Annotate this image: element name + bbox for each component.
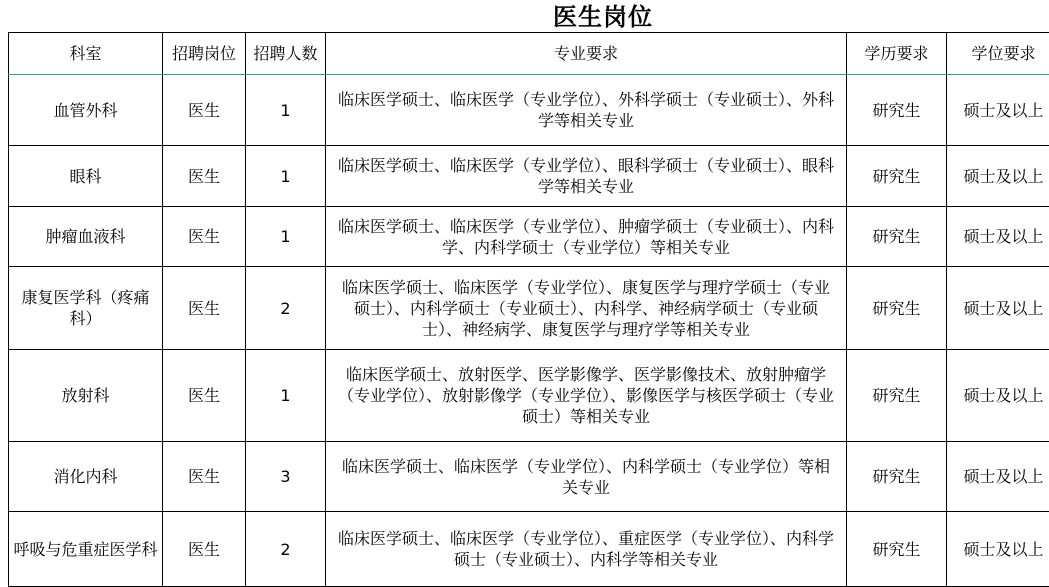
cell-count: 1: [246, 350, 326, 442]
cell-major: 临床医学硕士、临床医学（专业学位）、康复医学与理疗学硕士（专业硕士）、内科学硕士（专业硕士）、内科学、神经病学硕士（专业硕士）、神经病学、康复医学与理疗学等相关专业: [326, 267, 847, 350]
table-row: [9, 207, 1049, 267]
cell-degree: 硕士及以上: [947, 442, 1049, 512]
cell-dept: 血管外科: [9, 75, 163, 146]
table-row: [9, 75, 1049, 146]
cell-count: 2: [246, 267, 326, 350]
cell-position: 医生: [163, 442, 246, 512]
cell-education: 研究生: [847, 75, 947, 146]
cell-count: 2: [246, 512, 326, 587]
cell-position: 医生: [163, 350, 246, 442]
cell-education: 研究生: [847, 350, 947, 442]
cell-education: 研究生: [847, 512, 947, 587]
cell-major: 临床医学硕士、临床医学（专业学位）、内科学硕士（专业学位）等相关专业: [326, 442, 847, 512]
cell-dept: 消化内科: [9, 442, 163, 512]
cell-count: 1: [246, 207, 326, 267]
cell-major: 临床医学硕士、临床医学（专业学位）、肿瘤学硕士（专业硕士）、内科学、内科学硕士（专业学位）等相关专业: [326, 207, 847, 267]
cell-count: 3: [246, 442, 326, 512]
header-degree: 学位要求: [947, 33, 1049, 75]
cell-degree: 硕士及以上: [947, 350, 1049, 442]
cell-dept: 康复医学科（疼痛科）: [9, 267, 163, 350]
cell-degree: 硕士及以上: [947, 267, 1049, 350]
table-row: [9, 146, 1049, 207]
table-row: [9, 512, 1049, 587]
table-row: [9, 350, 1049, 442]
cell-count: 1: [246, 146, 326, 207]
cell-degree: 硕士及以上: [947, 146, 1049, 207]
cell-position: 医生: [163, 207, 246, 267]
cell-position: 医生: [163, 75, 246, 146]
table-row: [9, 442, 1049, 512]
header-dept: 科室: [9, 33, 163, 75]
cell-degree: 硕士及以上: [947, 75, 1049, 146]
recruitment-table: [8, 32, 1049, 587]
cell-education: 研究生: [847, 267, 947, 350]
cell-count: 1: [246, 75, 326, 146]
cell-degree: 硕士及以上: [947, 207, 1049, 267]
page-title: 医生岗位: [0, 0, 1049, 32]
header-education: 学历要求: [847, 33, 947, 75]
cell-position: 医生: [163, 512, 246, 587]
cell-education: 研究生: [847, 442, 947, 512]
cell-major: 临床医学硕士、放射医学、医学影像学、医学影像技术、放射肿瘤学（专业学位）、放射影像学（专业学位）、影像医学与核医学硕士（专业硕士）等相关专业: [326, 350, 847, 442]
cell-position: 医生: [163, 146, 246, 207]
cell-position: 医生: [163, 267, 246, 350]
cell-major: 临床医学硕士、临床医学（专业学位）、重症医学（专业学位）、内科学硕士（专业硕士）、内科学等相关专业: [326, 512, 847, 587]
cell-dept: 肿瘤血液科: [9, 207, 163, 267]
cell-education: 研究生: [847, 207, 947, 267]
cell-education: 研究生: [847, 146, 947, 207]
cell-dept: 放射科: [9, 350, 163, 442]
header-position: 招聘岗位: [163, 33, 246, 75]
cell-major: 临床医学硕士、临床医学（专业学位）、眼科学硕士（专业硕士）、眼科学等相关专业: [326, 146, 847, 207]
cell-major: 临床医学硕士、临床医学（专业学位）、外科学硕士（专业硕士）、外科学等相关专业: [326, 75, 847, 146]
cell-degree: 硕士及以上: [947, 512, 1049, 587]
header-row: [9, 33, 1049, 75]
cell-dept: 眼科: [9, 146, 163, 207]
cell-dept: 呼吸与危重症医学科: [9, 512, 163, 587]
header-major: 专业要求: [326, 33, 847, 75]
table-row: [9, 267, 1049, 350]
header-count: 招聘人数: [246, 33, 326, 75]
